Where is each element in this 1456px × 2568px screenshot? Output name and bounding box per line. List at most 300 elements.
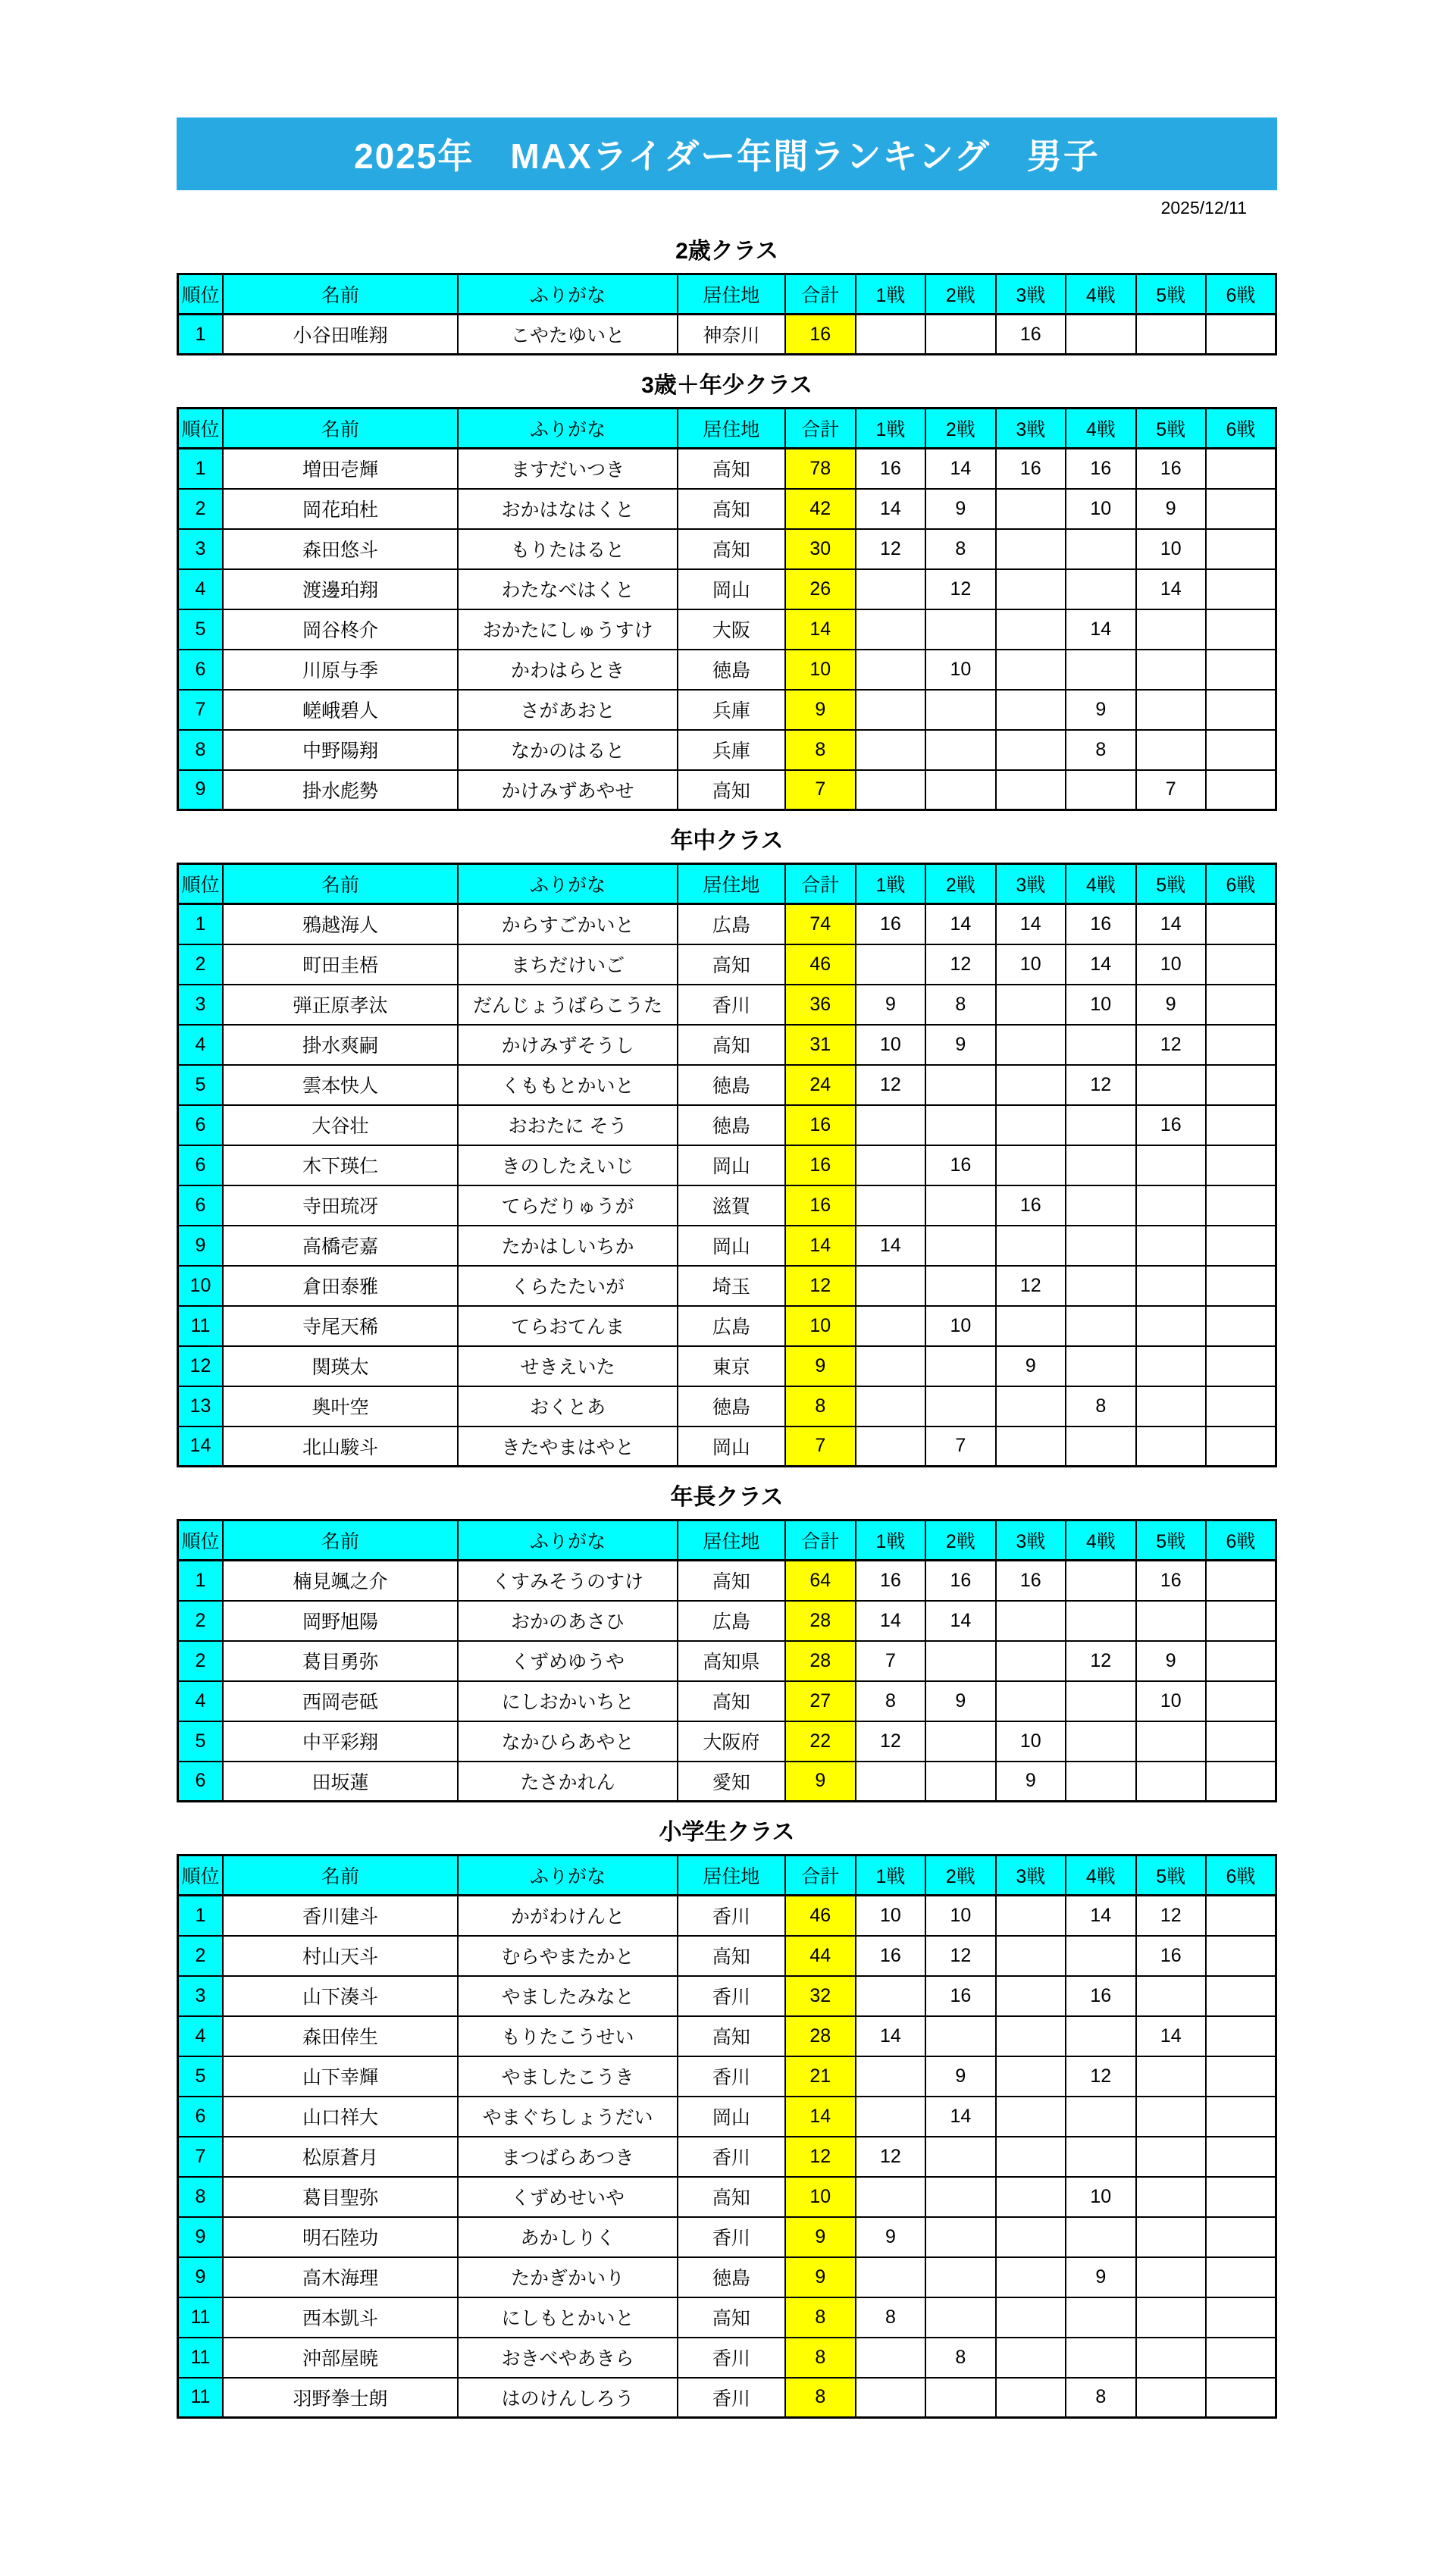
- column-header: 居住地: [678, 864, 785, 904]
- rank-cell: 1: [178, 449, 223, 489]
- race6-cell: [1206, 1601, 1276, 1641]
- column-header: 順位: [178, 409, 223, 449]
- rank-cell: 3: [178, 529, 223, 569]
- race2-cell: [925, 2257, 995, 2297]
- furigana-cell: かわはらとき: [458, 650, 678, 690]
- race5-cell: 14: [1136, 2016, 1206, 2056]
- race3-cell: [996, 1641, 1066, 1681]
- name-cell: 鴉越海人: [223, 904, 458, 944]
- table-row: [178, 730, 1276, 770]
- race3-cell: [996, 2217, 1066, 2257]
- rank-cell: 8: [178, 2177, 223, 2217]
- race5-cell: 16: [1136, 1936, 1206, 1976]
- table-row: [178, 1762, 1276, 1802]
- race5-cell: [1136, 1346, 1206, 1386]
- race6-cell: [1206, 2016, 1276, 2056]
- table-row: [178, 609, 1276, 650]
- race2-cell: [925, 2217, 995, 2257]
- race6-cell: [1206, 1721, 1276, 1762]
- residence-cell: 香川: [678, 985, 785, 1025]
- name-cell: 山下湊斗: [223, 1976, 458, 2016]
- column-header: 合計: [785, 864, 856, 904]
- residence-cell: 広島: [678, 904, 785, 944]
- rank-cell: 6: [178, 650, 223, 690]
- column-header: 名前: [223, 274, 458, 315]
- total-cell: 8: [785, 1386, 856, 1426]
- column-header: 6戦: [1206, 864, 1276, 904]
- total-cell: 32: [785, 1976, 856, 2016]
- residence-cell: 大阪府: [678, 1721, 785, 1762]
- name-cell: 川原与季: [223, 650, 458, 690]
- race5-cell: [1136, 1601, 1206, 1641]
- column-header: 順位: [178, 864, 223, 904]
- column-header: 3戦: [996, 864, 1066, 904]
- residence-cell: 愛知: [678, 1762, 785, 1802]
- race3-cell: 16: [996, 449, 1066, 489]
- race4-cell: [1066, 2016, 1135, 2056]
- table-row: [178, 1185, 1276, 1226]
- name-cell: 中野陽翔: [223, 730, 458, 770]
- total-cell: 9: [785, 690, 856, 730]
- race1-cell: [856, 1976, 925, 2016]
- race3-cell: 16: [996, 1185, 1066, 1226]
- column-header: 居住地: [678, 1520, 785, 1561]
- total-cell: 28: [785, 1601, 856, 1641]
- race3-cell: [996, 2097, 1066, 2137]
- race3-cell: [996, 1105, 1066, 1145]
- race6-cell: [1206, 489, 1276, 529]
- table-row: [178, 690, 1276, 730]
- race6-cell: [1206, 1426, 1276, 1467]
- rank-cell: 7: [178, 690, 223, 730]
- name-cell: 奥叶空: [223, 1386, 458, 1426]
- name-cell: 関瑛太: [223, 1346, 458, 1386]
- column-header: 2戦: [925, 1856, 995, 1896]
- furigana-cell: やましたみなと: [458, 1976, 678, 2016]
- race3-cell: 9: [996, 1762, 1066, 1802]
- class-section: [177, 232, 1277, 355]
- race3-cell: [996, 2297, 1066, 2338]
- race3-cell: 12: [996, 1266, 1066, 1306]
- race2-cell: 14: [925, 1601, 995, 1641]
- race1-cell: [856, 2097, 925, 2137]
- column-header: 順位: [178, 1520, 223, 1561]
- race6-cell: [1206, 1185, 1276, 1226]
- race3-cell: [996, 1426, 1066, 1467]
- race2-cell: 9: [925, 1681, 995, 1721]
- column-header: 1戦: [856, 864, 925, 904]
- name-cell: 雲本快人: [223, 1065, 458, 1105]
- race6-cell: [1206, 1641, 1276, 1681]
- race1-cell: [856, 1105, 925, 1145]
- race1-cell: [856, 650, 925, 690]
- total-cell: 78: [785, 449, 856, 489]
- furigana-cell: たかはしいちか: [458, 1226, 678, 1266]
- race5-cell: 9: [1136, 489, 1206, 529]
- race3-cell: 14: [996, 904, 1066, 944]
- name-cell: 岡野旭陽: [223, 1601, 458, 1641]
- furigana-cell: なかひらあやと: [458, 1721, 678, 1762]
- race4-cell: [1066, 1721, 1135, 1762]
- race5-cell: [1136, 315, 1206, 355]
- total-cell: 7: [785, 770, 856, 810]
- furigana-cell: あかしりく: [458, 2217, 678, 2257]
- name-cell: 倉田泰雅: [223, 1266, 458, 1306]
- race5-cell: 12: [1136, 1896, 1206, 1936]
- total-cell: 9: [785, 1346, 856, 1386]
- ranking-table: [177, 1854, 1277, 2419]
- race5-cell: [1136, 1721, 1206, 1762]
- rank-cell: 3: [178, 1976, 223, 2016]
- race6-cell: [1206, 2056, 1276, 2097]
- furigana-cell: おかたにしゅうすけ: [458, 609, 678, 650]
- column-header: 3戦: [996, 409, 1066, 449]
- race3-cell: [996, 2177, 1066, 2217]
- race4-cell: [1066, 1306, 1135, 1346]
- total-cell: 9: [785, 1762, 856, 1802]
- rank-cell: 9: [178, 770, 223, 810]
- race2-cell: [925, 730, 995, 770]
- table-row: [178, 2177, 1276, 2217]
- race5-cell: 9: [1136, 985, 1206, 1025]
- rank-cell: 6: [178, 1145, 223, 1185]
- race5-cell: [1136, 1976, 1206, 2016]
- name-cell: 中平彩翔: [223, 1721, 458, 1762]
- race6-cell: [1206, 609, 1276, 650]
- rank-cell: 14: [178, 1426, 223, 1467]
- race5-cell: [1136, 2056, 1206, 2097]
- race1-cell: 14: [856, 1226, 925, 1266]
- race1-cell: 12: [856, 529, 925, 569]
- race5-cell: [1136, 2217, 1206, 2257]
- total-cell: 12: [785, 2137, 856, 2177]
- race1-cell: [856, 569, 925, 609]
- name-cell: 嵯峨碧人: [223, 690, 458, 730]
- furigana-cell: からすごかいと: [458, 904, 678, 944]
- total-cell: 26: [785, 569, 856, 609]
- race5-cell: 10: [1136, 529, 1206, 569]
- race2-cell: 10: [925, 1306, 995, 1346]
- race3-cell: 10: [996, 1721, 1066, 1762]
- rank-cell: 11: [178, 2378, 223, 2418]
- race6-cell: [1206, 2177, 1276, 2217]
- race5-cell: [1136, 1226, 1206, 1266]
- race4-cell: 10: [1066, 2177, 1135, 2217]
- table-row: [178, 2257, 1276, 2297]
- race3-cell: [996, 1025, 1066, 1065]
- race6-cell: [1206, 529, 1276, 569]
- name-cell: 高橋壱嘉: [223, 1226, 458, 1266]
- furigana-cell: かがわけんと: [458, 1896, 678, 1936]
- total-cell: 44: [785, 1936, 856, 1976]
- furigana-cell: やまぐちしょうだい: [458, 2097, 678, 2137]
- column-header: 名前: [223, 409, 458, 449]
- race1-cell: 16: [856, 904, 925, 944]
- race1-cell: [856, 690, 925, 730]
- race1-cell: 16: [856, 1936, 925, 1976]
- furigana-cell: まちだけいご: [458, 944, 678, 985]
- total-cell: 28: [785, 1641, 856, 1681]
- race6-cell: [1206, 690, 1276, 730]
- class-title: 2歳クラス: [675, 239, 778, 264]
- race1-cell: 12: [856, 1065, 925, 1105]
- race3-cell: [996, 1226, 1066, 1266]
- column-header: 2戦: [925, 274, 995, 315]
- race6-cell: [1206, 2137, 1276, 2177]
- residence-cell: 徳島: [678, 1105, 785, 1145]
- rank-cell: 5: [178, 1721, 223, 1762]
- table-row: [178, 489, 1276, 529]
- residence-cell: 高知: [678, 944, 785, 985]
- race5-cell: [1136, 1306, 1206, 1346]
- race1-cell: 16: [856, 449, 925, 489]
- race6-cell: [1206, 1065, 1276, 1105]
- race5-cell: [1136, 2177, 1206, 2217]
- column-header: 4戦: [1066, 1520, 1135, 1561]
- furigana-cell: まつばらあつき: [458, 2137, 678, 2177]
- race3-cell: [996, 770, 1066, 810]
- column-header: 4戦: [1066, 274, 1135, 315]
- race4-cell: [1066, 569, 1135, 609]
- column-header: 2戦: [925, 1520, 995, 1561]
- total-cell: 28: [785, 2016, 856, 2056]
- column-header: 順位: [178, 1856, 223, 1896]
- residence-cell: 徳島: [678, 2257, 785, 2297]
- rank-cell: 6: [178, 2097, 223, 2137]
- table-row: [178, 1226, 1276, 1266]
- table-row: [178, 1025, 1276, 1065]
- race2-cell: [925, 690, 995, 730]
- race2-cell: [925, 609, 995, 650]
- total-cell: 8: [785, 2378, 856, 2418]
- rank-cell: 11: [178, 2297, 223, 2338]
- race3-cell: [996, 529, 1066, 569]
- race4-cell: [1066, 1561, 1135, 1601]
- rank-cell: 9: [178, 2217, 223, 2257]
- furigana-cell: たさかれん: [458, 1762, 678, 1802]
- table-row: [178, 1145, 1276, 1185]
- race4-cell: [1066, 1025, 1135, 1065]
- furigana-cell: なかのはると: [458, 730, 678, 770]
- race6-cell: [1206, 1936, 1276, 1976]
- table-row: [178, 1641, 1276, 1681]
- race4-cell: [1066, 1681, 1135, 1721]
- race4-cell: 10: [1066, 985, 1135, 1025]
- table-row: [178, 2378, 1276, 2418]
- race5-cell: [1136, 2257, 1206, 2297]
- name-cell: 大谷壮: [223, 1105, 458, 1145]
- race1-cell: [856, 1346, 925, 1386]
- name-cell: 小谷田唯翔: [223, 315, 458, 355]
- race5-cell: [1136, 2097, 1206, 2137]
- race3-cell: [996, 1145, 1066, 1185]
- table-row: [178, 1346, 1276, 1386]
- rank-cell: 4: [178, 1025, 223, 1065]
- table-row: [178, 315, 1276, 355]
- column-header: 5戦: [1136, 1856, 1206, 1896]
- table-row: [178, 985, 1276, 1025]
- class-title: 年中クラス: [670, 828, 784, 853]
- rank-cell: 5: [178, 609, 223, 650]
- rank-cell: 2: [178, 944, 223, 985]
- race2-cell: [925, 1641, 995, 1681]
- race5-cell: [1136, 1386, 1206, 1426]
- title-banner: [177, 117, 1277, 190]
- race4-cell: 12: [1066, 1065, 1135, 1105]
- race1-cell: 9: [856, 2217, 925, 2257]
- total-cell: 46: [785, 944, 856, 985]
- ranking-table: [177, 273, 1277, 355]
- rank-cell: 7: [178, 2137, 223, 2177]
- column-header: 合計: [785, 1520, 856, 1561]
- column-header: 1戦: [856, 274, 925, 315]
- rank-cell: 4: [178, 1681, 223, 1721]
- residence-cell: 香川: [678, 2338, 785, 2378]
- table-row: [178, 1721, 1276, 1762]
- table-row: [178, 1266, 1276, 1306]
- column-header: 1戦: [856, 1856, 925, 1896]
- residence-cell: 高知: [678, 1025, 785, 1065]
- race1-cell: 14: [856, 2016, 925, 2056]
- race4-cell: [1066, 1346, 1135, 1386]
- name-cell: 岡谷柊介: [223, 609, 458, 650]
- race6-cell: [1206, 2257, 1276, 2297]
- race1-cell: 12: [856, 2137, 925, 2177]
- table-row: [178, 944, 1276, 985]
- race6-cell: [1206, 2097, 1276, 2137]
- rank-cell: 1: [178, 904, 223, 944]
- name-cell: 羽野拳士朗: [223, 2378, 458, 2418]
- residence-cell: 香川: [678, 1896, 785, 1936]
- race1-cell: 14: [856, 489, 925, 529]
- name-cell: 弾正原孝汰: [223, 985, 458, 1025]
- race2-cell: 16: [925, 1561, 995, 1601]
- race2-cell: 16: [925, 1145, 995, 1185]
- table-row: [178, 1936, 1276, 1976]
- column-header: 6戦: [1206, 274, 1276, 315]
- column-header: 合計: [785, 274, 856, 315]
- residence-cell: 高知: [678, 1936, 785, 1976]
- name-cell: 掛水爽嗣: [223, 1025, 458, 1065]
- race6-cell: [1206, 1226, 1276, 1266]
- table-row: [178, 650, 1276, 690]
- total-cell: 7: [785, 1426, 856, 1467]
- race6-cell: [1206, 2217, 1276, 2257]
- name-cell: 松原蒼月: [223, 2137, 458, 2177]
- race4-cell: 9: [1066, 2257, 1135, 2297]
- race2-cell: [925, 770, 995, 810]
- page-title: 2025年 MAXライダー年間ランキング 男子: [354, 136, 1100, 176]
- table-row: [178, 449, 1276, 489]
- rank-cell: 10: [178, 1266, 223, 1306]
- race6-cell: [1206, 944, 1276, 985]
- race5-cell: 16: [1136, 1561, 1206, 1601]
- total-cell: 31: [785, 1025, 856, 1065]
- rank-cell: 3: [178, 985, 223, 1025]
- column-header: 6戦: [1206, 1520, 1276, 1561]
- race4-cell: 12: [1066, 1641, 1135, 1681]
- race5-cell: 14: [1136, 569, 1206, 609]
- column-header: 合計: [785, 409, 856, 449]
- total-cell: 74: [785, 904, 856, 944]
- name-cell: 山下幸輝: [223, 2056, 458, 2097]
- table-row: [178, 2297, 1276, 2338]
- furigana-cell: むらやまたかと: [458, 1936, 678, 1976]
- race3-cell: [996, 2378, 1066, 2418]
- rank-cell: 2: [178, 1641, 223, 1681]
- race1-cell: [856, 609, 925, 650]
- race5-cell: 14: [1136, 904, 1206, 944]
- residence-cell: 香川: [678, 2056, 785, 2097]
- race2-cell: 7: [925, 1426, 995, 1467]
- race2-cell: [925, 2137, 995, 2177]
- table-row: [178, 1976, 1276, 2016]
- race3-cell: 9: [996, 1346, 1066, 1386]
- total-cell: 16: [785, 315, 856, 355]
- residence-cell: 香川: [678, 2217, 785, 2257]
- race4-cell: [1066, 1762, 1135, 1802]
- furigana-cell: きたやまはやと: [458, 1426, 678, 1467]
- race2-cell: 8: [925, 985, 995, 1025]
- furigana-cell: くももとかいと: [458, 1065, 678, 1105]
- race4-cell: 14: [1066, 1896, 1135, 1936]
- race4-cell: 14: [1066, 944, 1135, 985]
- furigana-cell: おおたに そう: [458, 1105, 678, 1145]
- race2-cell: 14: [925, 449, 995, 489]
- race1-cell: 10: [856, 1025, 925, 1065]
- race5-cell: [1136, 2137, 1206, 2177]
- race6-cell: [1206, 904, 1276, 944]
- table-row: [178, 904, 1276, 944]
- race2-cell: [925, 1721, 995, 1762]
- residence-cell: 高知: [678, 449, 785, 489]
- rank-cell: 12: [178, 1346, 223, 1386]
- race2-cell: [925, 2177, 995, 2217]
- race3-cell: 16: [996, 315, 1066, 355]
- header-row: [178, 409, 1276, 449]
- total-cell: 21: [785, 2056, 856, 2097]
- race5-cell: [1136, 609, 1206, 650]
- race6-cell: [1206, 1306, 1276, 1346]
- race6-cell: [1206, 1145, 1276, 1185]
- total-cell: 8: [785, 2338, 856, 2378]
- ranking-table: [177, 407, 1277, 811]
- race2-cell: [925, 1762, 995, 1802]
- furigana-cell: にしおかいちと: [458, 1681, 678, 1721]
- race1-cell: [856, 2056, 925, 2097]
- column-header: 4戦: [1066, 1856, 1135, 1896]
- race6-cell: [1206, 315, 1276, 355]
- column-header: ふりがな: [458, 1520, 678, 1561]
- race6-cell: [1206, 1976, 1276, 2016]
- name-cell: 寺尾天稀: [223, 1306, 458, 1346]
- race2-cell: [925, 1266, 995, 1306]
- furigana-cell: かけみずあやせ: [458, 770, 678, 810]
- name-cell: 村山天斗: [223, 1936, 458, 1976]
- furigana-cell: きのしたえいじ: [458, 1145, 678, 1185]
- residence-cell: 徳島: [678, 1065, 785, 1105]
- furigana-cell: だんじょうばらこうた: [458, 985, 678, 1025]
- page: [177, 0, 1277, 2419]
- name-cell: 岡花珀杜: [223, 489, 458, 529]
- race6-cell: [1206, 569, 1276, 609]
- name-cell: 沖部屋暁: [223, 2338, 458, 2378]
- race1-cell: [856, 1762, 925, 1802]
- column-header: 2戦: [925, 409, 995, 449]
- race3-cell: [996, 1936, 1066, 1976]
- race1-cell: [856, 730, 925, 770]
- residence-cell: 埼玉: [678, 1266, 785, 1306]
